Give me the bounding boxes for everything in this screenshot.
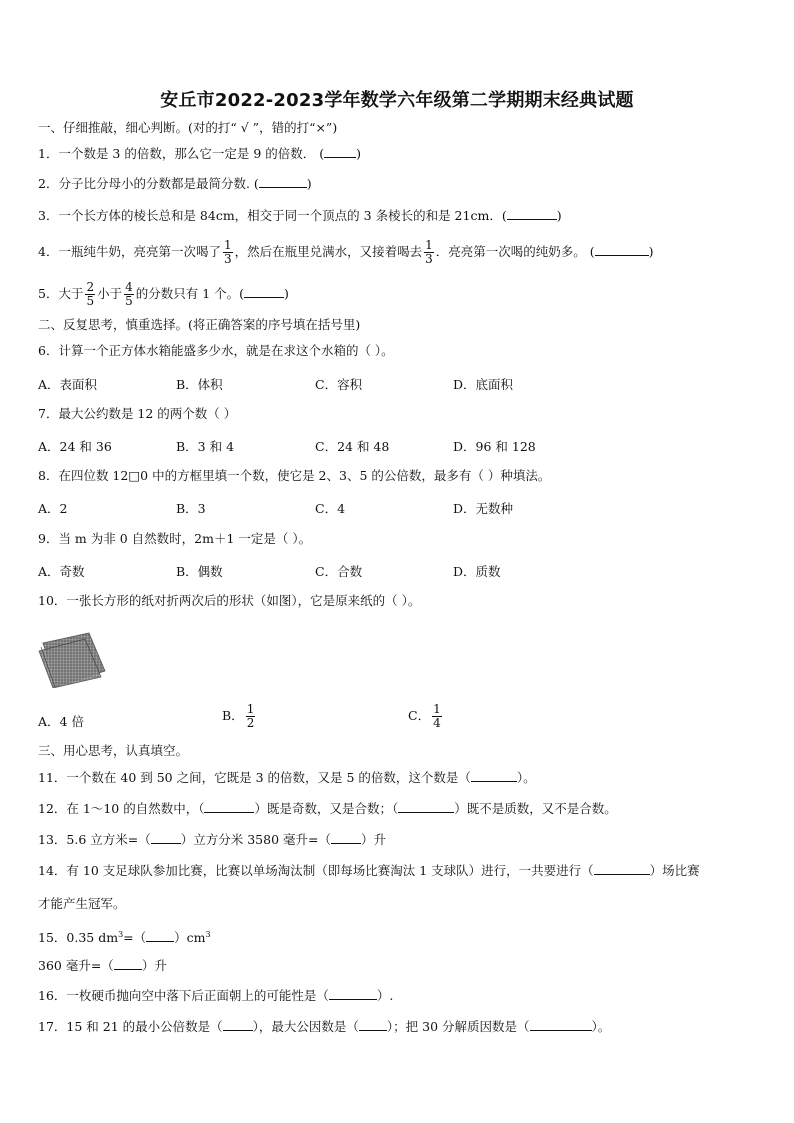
option-c[interactable]: C． $\frac{1}{4}$ [408, 702, 441, 730]
section-2-heading: 二、反复思考，慎重选择。(将正确答案的序号填在括号里) [38, 317, 361, 332]
option-b[interactable]: B．3 [176, 501, 206, 516]
question-16: 16．一枚硬币抛向空中落下后正面朝上的可能性是（ ）. [38, 988, 394, 1003]
question-4: 4．一瓶纯牛奶，亮亮第一次喝了 $\frac{1}{3}$ ，然后在瓶里兑满水，又接着喝去 $\frac{1}{3}$ ．亮亮第一次喝的纯奶多。 ( ) [38, 238, 654, 266]
question-5: 5．大于 $\frac{2}{5}$ 小于 $\frac{4}{5}$ 的分数只有 1 个。( ) [38, 280, 289, 308]
folded-paper-image [37, 631, 107, 688]
answer-blank[interactable] [114, 958, 142, 970]
question-17: 17．15 和 21 的最小公倍数是（ ），最大公因数是（ ）；把 30 分解质因数是（ ）。 [38, 1019, 611, 1034]
fraction: $\frac{2}{5}$ [86, 280, 95, 308]
fraction: $\frac{4}{5}$ [125, 280, 133, 308]
question-3: 3．一个长方体的棱长总和是 84cm，相交于同一个顶点的 3 条棱长的和是 21cm．( ) [38, 208, 562, 223]
option-a[interactable]: A．4 倍 [38, 714, 84, 729]
option-b[interactable]: B．3 和 4 [176, 439, 235, 454]
question-8: 8．在四位数 12□0 中的方框里填一个数，使它是 2、3、5 的公倍数，最多有（ ）种填法。 [38, 468, 551, 483]
answer-blank[interactable] [471, 770, 517, 782]
answer-blank[interactable] [594, 863, 650, 875]
fraction: $\frac{1}{2}$ [246, 702, 255, 730]
answer-blank[interactable] [146, 930, 174, 942]
answer-blank[interactable] [530, 1019, 592, 1031]
option-d[interactable]: D．无数种 [453, 501, 514, 516]
option-c[interactable]: C．4 [315, 501, 346, 516]
section-1-heading: 一、仔细推敲，细心判断。(对的打“ √ ”，错的打“×”) [38, 120, 338, 135]
answer-blank[interactable] [359, 1019, 387, 1031]
fraction: $\frac{1}{3}$ [425, 238, 433, 266]
answer-blank[interactable] [244, 286, 284, 298]
option-a[interactable]: A．奇数 [38, 564, 85, 579]
question-14-line-2: 才能产生冠军。 [38, 896, 126, 911]
answer-blank[interactable] [204, 801, 254, 813]
section-3-heading: 三、用心思考，认真填空。 [38, 743, 189, 758]
question-13: 13．5.6 立方米=（ ）立方分米 3580 毫升=（ ）升 [38, 832, 386, 847]
answer-blank[interactable] [324, 146, 356, 158]
option-d[interactable]: D．96 和 128 [453, 439, 536, 454]
option-a[interactable]: A．2 [38, 501, 68, 516]
question-2: 2．分子比分母小的分数都是最简分数. ( ) [38, 176, 312, 191]
answer-blank[interactable] [398, 801, 454, 813]
answer-blank[interactable] [151, 832, 181, 844]
question-9: 9．当 m 为非 0 自然数时，2m＋1 一定是（ ）。 [38, 531, 312, 546]
option-d[interactable]: D．底面积 [453, 377, 514, 392]
option-b[interactable]: B． $\frac{1}{2}$ [222, 702, 255, 730]
question-6: 6．计算一个正方体水箱能盛多少水，就是在求这个水箱的（ ）。 [38, 343, 394, 358]
question-7: 7．最大公约数是 12 的两个数（ ） [38, 406, 237, 421]
question-15-line-2: 360 毫升=（ ）升 [38, 958, 167, 973]
option-b[interactable]: B．体积 [176, 377, 223, 392]
option-c[interactable]: C．容积 [315, 377, 363, 392]
option-a[interactable]: A．24 和 36 [38, 439, 112, 454]
question-10: 10．一张长方形的纸对折两次后的形状（如图），它是原来纸的（ ）。 [38, 593, 421, 608]
question-14: 14．有 10 支足球队参加比赛，比赛以单场淘汰制（即每场比赛淘汰 1 支球队）进行，一共要进行（ ）场比赛 [38, 863, 700, 878]
answer-blank[interactable] [259, 176, 307, 188]
option-d[interactable]: D．质数 [453, 564, 501, 579]
question-1: 1．一个数是 3 的倍数，那么它一定是 9 的倍数． ( ) [38, 146, 361, 161]
fraction: $\frac{1}{4}$ [433, 702, 441, 730]
answer-blank[interactable] [331, 832, 361, 844]
fraction: $\frac{1}{3}$ [223, 238, 232, 266]
question-12: 12．在 1～10 的自然数中，（ ）既是奇数，又是合数；（ ）既不是质数，又不是合数。 [38, 801, 617, 816]
page-title: 安丘市2022-2023学年数学六年级第二学期期末经典试题 [160, 90, 634, 111]
question-11: 11．一个数在 40 到 50 之间，它既是 3 的倍数，又是 5 的倍数，这个数是（ ）。 [38, 770, 536, 785]
option-b[interactable]: B．偶数 [176, 564, 223, 579]
answer-blank[interactable] [223, 1019, 253, 1031]
answer-blank[interactable] [329, 988, 377, 1000]
question-15: 15．0.35 $dm^3=$（ ）$cm^3$ [38, 930, 211, 946]
answer-blank[interactable] [595, 244, 649, 256]
option-c[interactable]: C．24 和 48 [315, 439, 390, 454]
option-a[interactable]: A．表面积 [38, 377, 98, 392]
option-c[interactable]: C．合数 [315, 564, 363, 579]
answer-blank[interactable] [507, 208, 557, 220]
